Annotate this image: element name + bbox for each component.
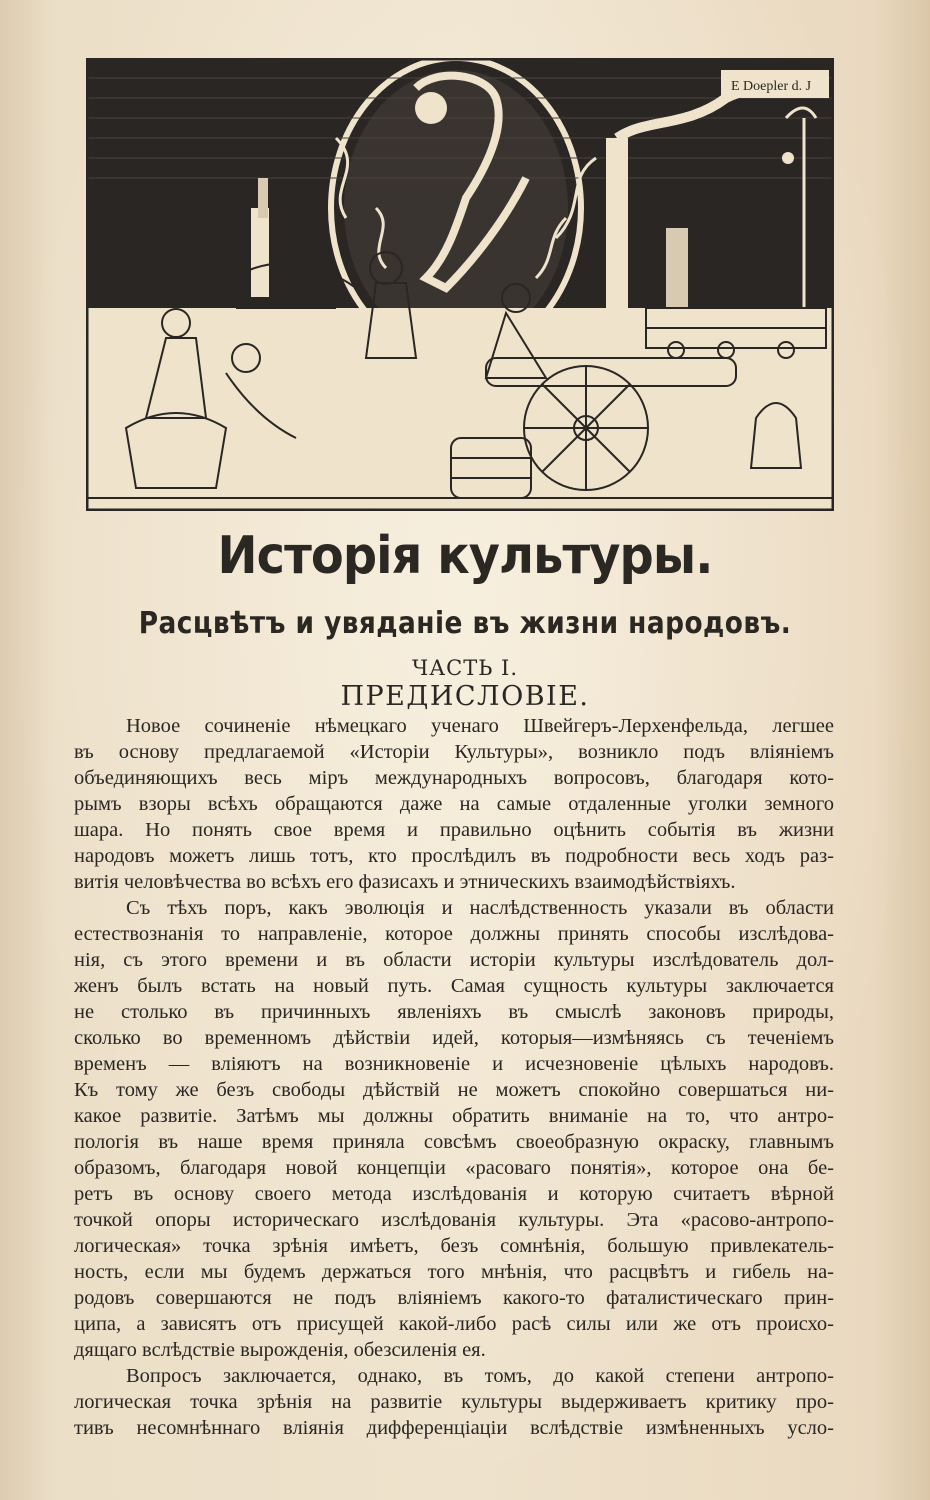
- text-line: ретъ въ основу своего метода изслѣдованія и которую считаетъ вѣрной: [74, 1183, 834, 1205]
- text-line: какое развитіе. Затѣмъ мы должны обратить вниманіе на то, что антро-: [74, 1105, 834, 1127]
- text-line: дящаго вслѣдствіе вырожденія, обезсиленія ея.: [74, 1339, 486, 1361]
- text-line: сколько во временномъ дѣйствіи идей, которыя—измѣняясь съ теченіемъ: [74, 1027, 834, 1049]
- text-line: логическая» точка зрѣнія имѣетъ, безъ сомнѣнія, большую привлекатель-: [74, 1235, 834, 1257]
- text-line: не столько въ причинныхъ явленіяхъ въ смыслѣ законовъ природы,: [74, 1001, 834, 1023]
- text-line: ципа, а зависятъ отъ присущей какой-либо расѣ силы или же отъ происхо-: [74, 1313, 834, 1335]
- engraving: [86, 58, 834, 511]
- text-line: объединяющихъ весь міръ международныхъ вопросовъ, благодаря кото-: [74, 767, 834, 789]
- text-line: образомъ, благодаря новой концепціи «расоваго понятія», которое она бе-: [74, 1157, 834, 1179]
- text-line: временъ — вліяютъ на возникновеніе и исчезновеніе цѣлыхъ народовъ.: [74, 1053, 834, 1075]
- frontispiece-illustration: [86, 58, 834, 511]
- text-line: витія человѣчества во всѣхъ его фазисахъ и этническихъ взаимодѣйствіяхъ.: [74, 871, 736, 893]
- page-subtitle: Расцвѣтъ и увяданіе въ жизни народовъ.: [138, 606, 792, 641]
- text-line: тивъ несомнѣннаго вліянія дифференціаціи вслѣдствіе измѣненныхъ усло-: [74, 1417, 834, 1439]
- text-line: Новое сочиненіе нѣмецкаго ученаго Швейгеръ-Лерхенфельда, легшее: [126, 715, 834, 737]
- text-line: логическая точка зрѣнія на развитіе культуры выдерживаетъ критику про-: [74, 1391, 834, 1413]
- text-line: ность, если мы будемъ держаться того мнѣнія, что расцвѣтъ и гибель на-: [74, 1261, 834, 1283]
- text-line: женъ былъ встать на новый путь. Самая сущность культуры заключается: [74, 975, 834, 997]
- section-heading: ПРЕДИСЛОВІЕ.: [340, 681, 590, 712]
- preface-text: [74, 713, 834, 1441]
- text-line: Къ тому же безъ свободы дѣйствій не можетъ спокойно совершаться ни-: [74, 1079, 834, 1101]
- text-line: точкой опоры историческаго изслѣдованія культуры. Эта «расово-антропо-: [74, 1209, 834, 1231]
- text-line: народовъ можетъ лишь тотъ, кто прослѣдилъ въ подробности весь ходъ раз-: [74, 845, 834, 867]
- text-line: шара. Но понять свое время и правильно оцѣнить событія въ жизни: [74, 819, 834, 841]
- text-line: естествознанія то направленіе, которое должны принять способы изслѣдова-: [74, 923, 834, 945]
- text-line: пологія въ наше время приняла совсѣмъ своеобразную окраску, главнымъ: [74, 1131, 834, 1153]
- text-line: родовъ совершаются не подъ вліяніемъ какого-то фаталистическаго прин-: [74, 1287, 834, 1309]
- text-line: Вопросъ заключается, однако, въ томъ, до какой степени антропо-: [126, 1365, 834, 1387]
- part-heading: ЧАСТЬ I.: [411, 656, 518, 680]
- text-line: рымъ взоры всѣхъ обращаются даже на самые отдаленные уголки земного: [74, 793, 834, 815]
- text-line: въ основу предлагаемой «Исторіи Культуры», возникло подъ вліяніемъ: [74, 741, 834, 763]
- page-title: Исторія культуры.: [217, 526, 713, 586]
- signature-text: E Doepler d. J: [731, 79, 812, 94]
- text-line: нія, съ этого времени и въ области исторіи культуры изслѣдователь дол-: [74, 949, 834, 971]
- text-line: Съ тѣхъ поръ, какъ эволюція и наслѣдственность указали въ области: [126, 897, 834, 919]
